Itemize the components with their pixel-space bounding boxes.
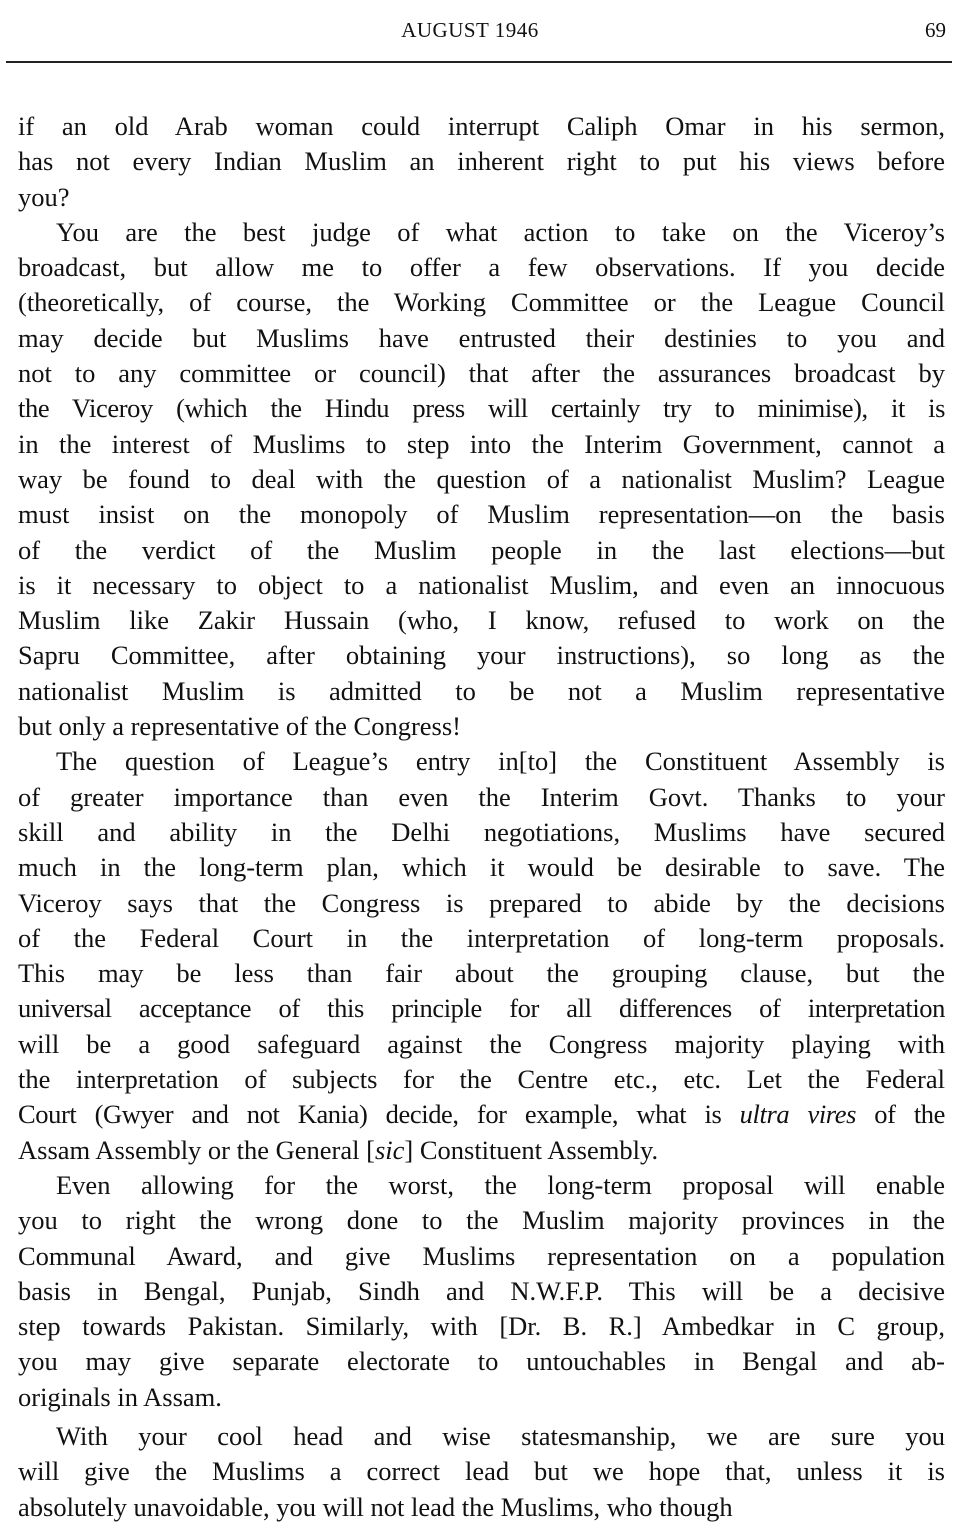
text-line: universal acceptance of this principle for all differences of interpretation: [18, 993, 945, 1024]
text-line: basis in Bengal, Punjab, Sindh and N.W.F.P. This will be a decisive: [18, 1275, 945, 1306]
text-line: originals in Assam.: [18, 1381, 222, 1412]
text-line: With your cool head and wise statesmanship, we are sure you: [56, 1420, 945, 1451]
text-line: absolutely unavoidable, you will not lead the Muslims, who though: [18, 1491, 733, 1522]
text-line: Communal Award, and give Muslims representation on a population: [18, 1240, 945, 1271]
paragraph: [18, 744, 945, 1168]
text-line: will give the Muslims a correct lead but we hope that, unless it is: [18, 1456, 945, 1487]
paragraph: [18, 215, 945, 744]
text-line: may decide but Muslims have entrusted their destinies to you and: [18, 322, 945, 353]
text-line: skill and ability in the Delhi negotiations, Muslims have secured: [18, 816, 945, 847]
text-line: [18, 1133, 945, 1168]
text-line: of the Federal Court in the interpretation of long-term proposals.: [18, 922, 945, 953]
text-segment: Court (Gwyer and not Kania) decide, for example, what is: [18, 1099, 740, 1130]
text-line: This may be less than fair about the grouping clause, but the: [18, 958, 945, 989]
text-line: The question of League’s entry in[to] the Constituent Assembly is: [56, 746, 945, 777]
text-segment: Assam Assembly or the General [: [18, 1134, 375, 1165]
text-line: not to any committee or council) that after the assurances broadcast by: [18, 358, 945, 389]
text-line: of greater importance than even the Interim Govt. Thanks to your: [18, 781, 945, 812]
text-line: but only a representative of the Congress!: [18, 711, 462, 742]
paragraph: [18, 109, 945, 215]
text-line: you may give separate electorate to untouchables in Bengal and ab-: [18, 1346, 945, 1377]
header-rule: [6, 61, 952, 63]
text-line: (theoretically, of course, the Working Committee or the League Council: [18, 287, 945, 318]
text-line: much in the long-term plan, which it would be desirable to save. The: [18, 852, 945, 883]
text-segment: of the: [856, 1099, 946, 1130]
text-line: is it necessary to object to a nationalist Muslim, and even an innocuous: [18, 569, 945, 600]
text-line: of the verdict of the Muslim people in the last elections—but: [18, 534, 945, 565]
paragraph: [18, 1419, 945, 1525]
italic-text: sic: [374, 1134, 405, 1165]
running-header: [0, 14, 968, 48]
text-line: in the interest of Muslims to step into the Interim Government, cannot a: [18, 428, 945, 459]
text-line: you to right the wrong done to the Muslim majority provinces in the: [18, 1205, 945, 1236]
text-line: if an old Arab woman could interrupt Caliph Omar in his sermon,: [18, 111, 945, 141]
text-line: must insist on the monopoly of Muslim representation—on the basis: [18, 499, 945, 530]
text-line: Muslim like Zakir Hussain (who, I know, refused to work on the: [18, 605, 945, 636]
running-title: AUGUST 1946: [401, 18, 539, 42]
text-line: Even allowing for the worst, the long-term proposal will enable: [56, 1169, 945, 1200]
text-line: will be a good safeguard against the Congress majority playing with: [18, 1028, 945, 1059]
text-line: has not every Indian Muslim an inherent right to put his views before: [18, 146, 945, 177]
italic-text: ultra vires: [739, 1099, 857, 1130]
page-number: 69: [925, 18, 946, 42]
text-line: step towards Pakistan. Similarly, with [Dr. B. R.] Ambedkar in C group,: [18, 1311, 945, 1342]
body-text: [18, 109, 945, 1525]
text-line: the Viceroy (which the Hindu press will certainly try to minimise), it is: [18, 393, 945, 424]
text-line: broadcast, but allow me to offer a few observations. If you decide: [18, 252, 945, 283]
text-line: Viceroy says that the Congress is prepared to abide by the decisions: [18, 887, 945, 918]
text-line: the interpretation of subjects for the Centre etc., etc. Let the Federal: [18, 1064, 945, 1095]
paragraph: [18, 1168, 945, 1415]
text-line: you?: [18, 181, 70, 212]
text-segment: ] Constituent Assembly.: [404, 1134, 659, 1165]
text-line: Sapru Committee, after obtaining your instructions), so long as the: [18, 640, 945, 671]
text-line: nationalist Muslim is admitted to be not a Muslim representative: [18, 675, 945, 706]
text-line: [18, 1097, 945, 1132]
text-line: way be found to deal with the question of a nationalist Muslim? League: [18, 463, 945, 494]
text-line: You are the best judge of what action to take on the Viceroy’s: [56, 216, 945, 247]
